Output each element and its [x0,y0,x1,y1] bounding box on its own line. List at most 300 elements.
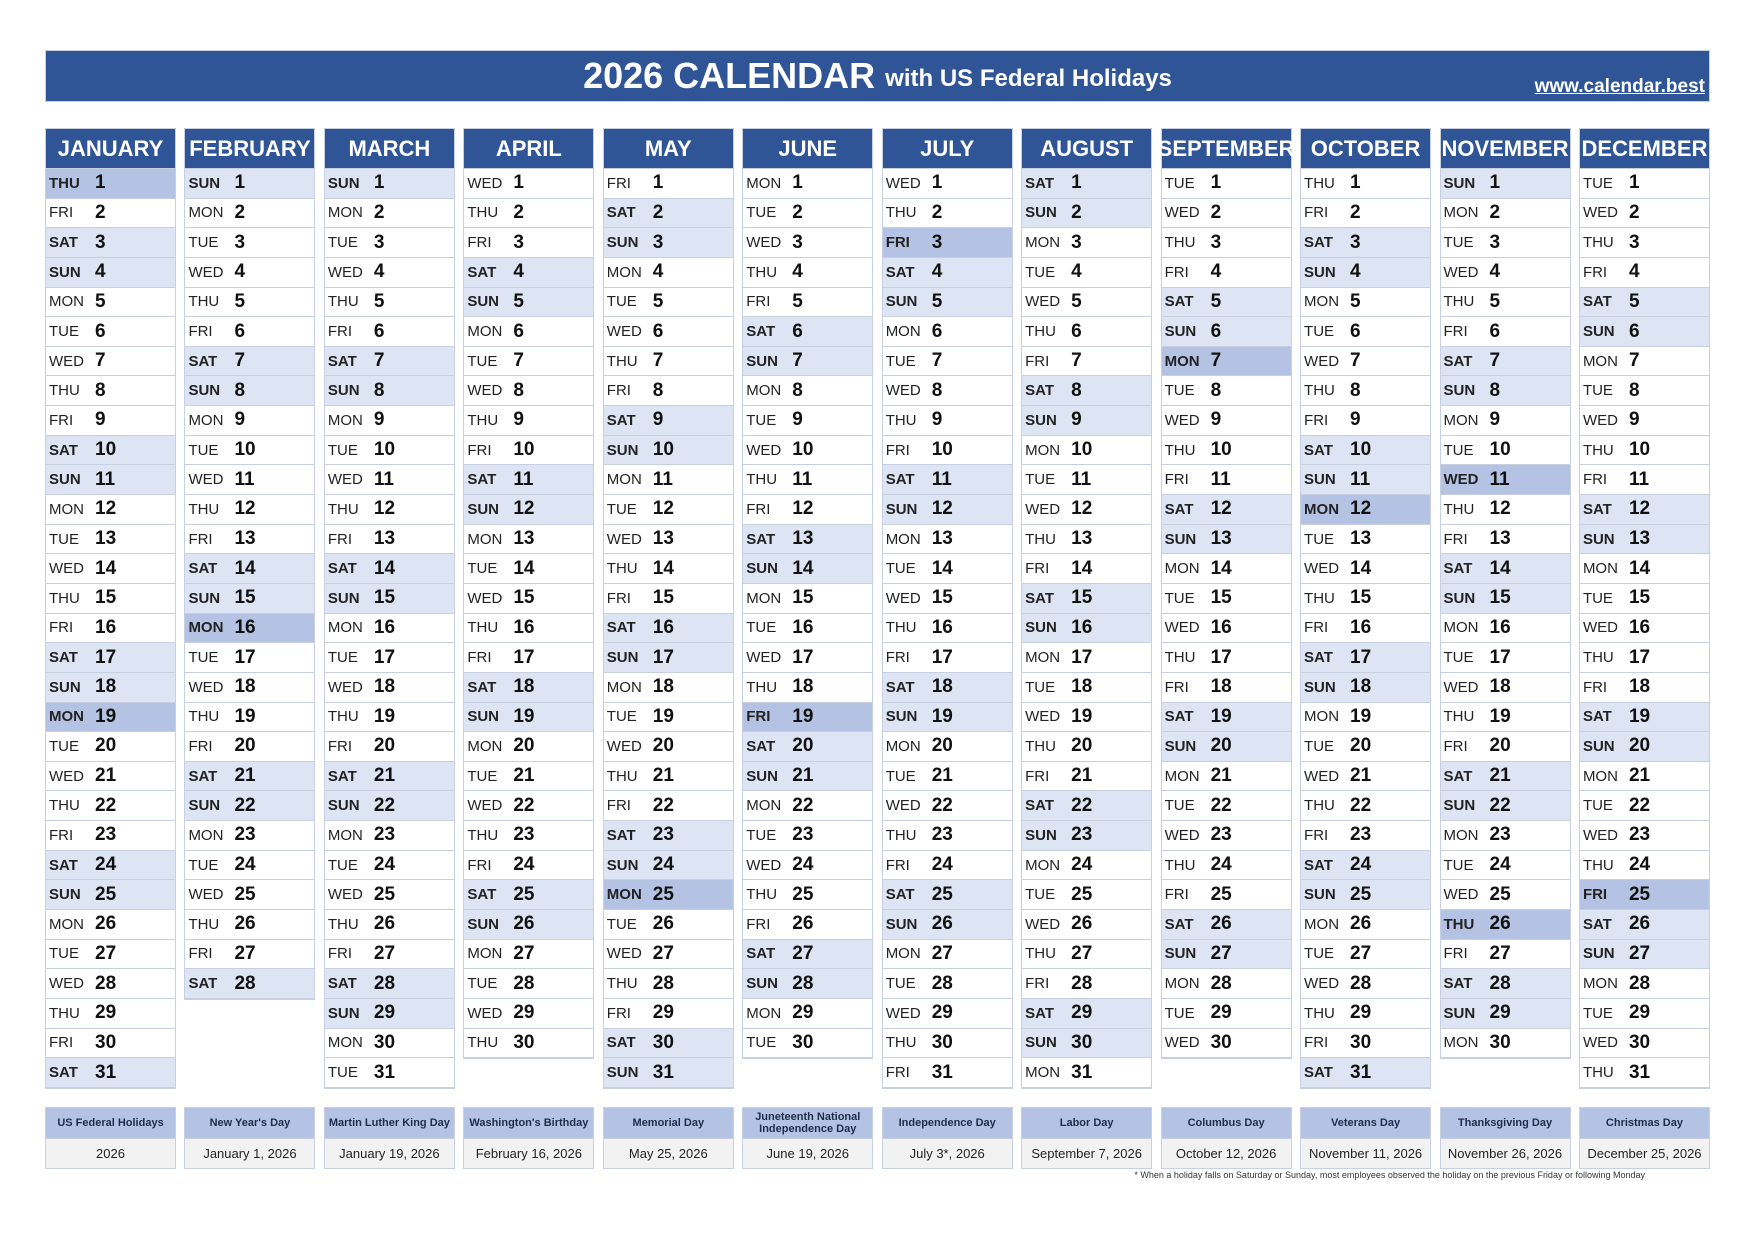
day-cell[interactable] [1162,643,1291,673]
day-cell[interactable] [1441,347,1570,377]
day-cell[interactable] [185,525,314,555]
day-cell[interactable] [464,969,593,999]
day-cell[interactable] [325,940,454,970]
day-cell[interactable] [46,762,175,792]
day-cell[interactable] [743,732,872,762]
day-cell[interactable] [1022,614,1151,644]
day-cell[interactable] [604,554,733,584]
day-cell[interactable] [46,821,175,851]
day-cell[interactable] [185,910,314,940]
day-cell[interactable] [1162,347,1291,377]
day-cell[interactable] [1162,999,1291,1029]
day-cell[interactable] [1022,525,1151,555]
day-cell[interactable] [464,643,593,673]
day-cell[interactable] [604,584,733,614]
day-cell[interactable] [604,999,733,1029]
day-cell[interactable] [1022,554,1151,584]
day-cell[interactable] [1441,406,1570,436]
day-cell[interactable] [464,525,593,555]
day-cell[interactable] [1301,525,1430,555]
day-cell[interactable] [1301,554,1430,584]
day-cell[interactable] [1301,643,1430,673]
day-cell[interactable] [1580,703,1709,733]
day-cell[interactable] [1301,495,1430,525]
day-cell[interactable] [743,228,872,258]
day-cell[interactable] [604,673,733,703]
day-cell[interactable] [1162,821,1291,851]
day-cell[interactable] [604,347,733,377]
day-cell[interactable] [1162,762,1291,792]
day-cell[interactable] [883,762,1012,792]
day-cell[interactable] [1441,1029,1570,1059]
day-cell[interactable] [185,347,314,377]
day-cell[interactable] [883,1029,1012,1059]
day-cell[interactable] [883,376,1012,406]
day-cell[interactable] [1301,1058,1430,1088]
day-cell[interactable] [1441,199,1570,229]
day-cell[interactable] [1580,554,1709,584]
day-cell[interactable] [1301,1029,1430,1059]
day-cell[interactable] [1580,614,1709,644]
day-cell[interactable] [604,376,733,406]
day-cell[interactable] [1580,525,1709,555]
day-cell[interactable] [1441,910,1570,940]
day-cell[interactable] [1022,969,1151,999]
day-cell[interactable] [46,673,175,703]
day-cell[interactable] [464,940,593,970]
day-cell[interactable] [46,851,175,881]
day-cell[interactable] [464,614,593,644]
day-cell[interactable] [883,673,1012,703]
day-cell[interactable] [1022,762,1151,792]
day-cell[interactable] [464,228,593,258]
day-cell[interactable] [464,376,593,406]
day-cell[interactable] [743,317,872,347]
day-cell[interactable] [743,614,872,644]
day-cell[interactable] [1441,525,1570,555]
day-cell[interactable] [743,347,872,377]
day-cell[interactable] [604,643,733,673]
day-cell[interactable] [1580,940,1709,970]
day-cell[interactable] [325,495,454,525]
day-cell[interactable] [1022,851,1151,881]
day-cell[interactable] [883,228,1012,258]
day-cell[interactable] [185,614,314,644]
day-cell[interactable] [1022,347,1151,377]
day-cell[interactable] [1301,199,1430,229]
day-cell[interactable] [743,406,872,436]
day-cell[interactable] [883,999,1012,1029]
day-cell[interactable] [185,969,314,999]
day-cell[interactable] [1162,436,1291,466]
day-cell[interactable] [1441,821,1570,851]
day-cell[interactable] [1301,940,1430,970]
day-cell[interactable] [325,910,454,940]
day-cell[interactable] [1162,495,1291,525]
day-cell[interactable] [1162,465,1291,495]
day-cell[interactable] [1301,791,1430,821]
day-cell[interactable] [1441,703,1570,733]
day-cell[interactable] [185,465,314,495]
day-cell[interactable] [743,969,872,999]
day-cell[interactable] [883,851,1012,881]
day-cell[interactable] [1022,643,1151,673]
day-cell[interactable] [325,347,454,377]
day-cell[interactable] [1441,851,1570,881]
day-cell[interactable] [743,376,872,406]
day-cell[interactable] [46,732,175,762]
day-cell[interactable] [604,1029,733,1059]
day-cell[interactable] [185,169,314,199]
site-link[interactable]: www.calendar.best [1534,76,1705,97]
day-cell[interactable] [325,525,454,555]
day-cell[interactable] [464,880,593,910]
day-cell[interactable] [1580,673,1709,703]
day-cell[interactable] [1022,673,1151,703]
day-cell[interactable] [1580,169,1709,199]
day-cell[interactable] [1580,821,1709,851]
day-cell[interactable] [464,169,593,199]
day-cell[interactable] [604,495,733,525]
day-cell[interactable] [604,910,733,940]
day-cell[interactable] [1441,554,1570,584]
day-cell[interactable] [1301,821,1430,851]
day-cell[interactable] [604,940,733,970]
day-cell[interactable] [1022,169,1151,199]
day-cell[interactable] [743,169,872,199]
day-cell[interactable] [464,762,593,792]
day-cell[interactable] [1580,228,1709,258]
day-cell[interactable] [743,643,872,673]
day-cell[interactable] [883,288,1012,318]
day-cell[interactable] [1022,436,1151,466]
day-cell[interactable] [1162,406,1291,436]
day-cell[interactable] [46,228,175,258]
day-cell[interactable] [325,999,454,1029]
day-cell[interactable] [464,465,593,495]
day-cell[interactable] [325,614,454,644]
day-cell[interactable] [883,910,1012,940]
day-cell[interactable] [743,465,872,495]
day-cell[interactable] [1162,199,1291,229]
day-cell[interactable] [604,525,733,555]
day-cell[interactable] [1301,673,1430,703]
day-cell[interactable] [1580,436,1709,466]
day-cell[interactable] [1580,317,1709,347]
day-cell[interactable] [883,317,1012,347]
day-cell[interactable] [46,288,175,318]
day-cell[interactable] [325,673,454,703]
day-cell[interactable] [1441,880,1570,910]
day-cell[interactable] [743,288,872,318]
day-cell[interactable] [1580,643,1709,673]
day-cell[interactable] [1301,880,1430,910]
day-cell[interactable] [464,347,593,377]
day-cell[interactable] [46,910,175,940]
day-cell[interactable] [325,703,454,733]
day-cell[interactable] [464,584,593,614]
day-cell[interactable] [1441,614,1570,644]
day-cell[interactable] [1441,258,1570,288]
day-cell[interactable] [1162,288,1291,318]
day-cell[interactable] [464,732,593,762]
day-cell[interactable] [883,465,1012,495]
day-cell[interactable] [1162,554,1291,584]
day-cell[interactable] [1301,614,1430,644]
day-cell[interactable] [464,317,593,347]
day-cell[interactable] [1162,258,1291,288]
day-cell[interactable] [604,614,733,644]
day-cell[interactable] [743,762,872,792]
day-cell[interactable] [743,880,872,910]
day-cell[interactable] [185,732,314,762]
day-cell[interactable] [1022,732,1151,762]
day-cell[interactable] [185,317,314,347]
day-cell[interactable] [1022,910,1151,940]
day-cell[interactable] [464,851,593,881]
day-cell[interactable] [325,465,454,495]
day-cell[interactable] [46,1058,175,1088]
day-cell[interactable] [1162,732,1291,762]
day-cell[interactable] [325,584,454,614]
day-cell[interactable] [46,969,175,999]
day-cell[interactable] [743,940,872,970]
day-cell[interactable] [325,762,454,792]
day-cell[interactable] [604,732,733,762]
day-cell[interactable] [604,821,733,851]
day-cell[interactable] [883,614,1012,644]
day-cell[interactable] [883,525,1012,555]
day-cell[interactable] [325,1058,454,1088]
day-cell[interactable] [1441,969,1570,999]
day-cell[interactable] [1022,228,1151,258]
day-cell[interactable] [1580,347,1709,377]
day-cell[interactable] [1022,258,1151,288]
day-cell[interactable] [883,258,1012,288]
day-cell[interactable] [46,436,175,466]
day-cell[interactable] [883,880,1012,910]
day-cell[interactable] [743,673,872,703]
day-cell[interactable] [325,732,454,762]
day-cell[interactable] [46,999,175,1029]
day-cell[interactable] [46,940,175,970]
day-cell[interactable] [1580,584,1709,614]
day-cell[interactable] [464,199,593,229]
day-cell[interactable] [1580,376,1709,406]
day-cell[interactable] [1441,584,1570,614]
day-cell[interactable] [1441,999,1570,1029]
day-cell[interactable] [185,228,314,258]
day-cell[interactable] [1022,703,1151,733]
day-cell[interactable] [1580,1029,1709,1059]
day-cell[interactable] [1441,288,1570,318]
day-cell[interactable] [604,762,733,792]
day-cell[interactable] [604,258,733,288]
day-cell[interactable] [1301,584,1430,614]
day-cell[interactable] [46,199,175,229]
day-cell[interactable] [604,880,733,910]
day-cell[interactable] [1580,851,1709,881]
day-cell[interactable] [883,1058,1012,1088]
day-cell[interactable] [464,821,593,851]
day-cell[interactable] [743,199,872,229]
day-cell[interactable] [464,703,593,733]
day-cell[interactable] [46,169,175,199]
day-cell[interactable] [743,584,872,614]
day-cell[interactable] [185,940,314,970]
day-cell[interactable] [185,495,314,525]
day-cell[interactable] [604,791,733,821]
day-cell[interactable] [46,317,175,347]
day-cell[interactable] [604,1058,733,1088]
day-cell[interactable] [464,791,593,821]
day-cell[interactable] [1441,495,1570,525]
day-cell[interactable] [464,495,593,525]
day-cell[interactable] [1162,910,1291,940]
day-cell[interactable] [464,288,593,318]
day-cell[interactable] [185,554,314,584]
day-cell[interactable] [325,406,454,436]
day-cell[interactable] [1162,169,1291,199]
day-cell[interactable] [46,1029,175,1059]
day-cell[interactable] [1580,880,1709,910]
day-cell[interactable] [1162,376,1291,406]
day-cell[interactable] [464,1029,593,1059]
day-cell[interactable] [604,851,733,881]
day-cell[interactable] [604,465,733,495]
day-cell[interactable] [1022,940,1151,970]
day-cell[interactable] [743,495,872,525]
day-cell[interactable] [1022,199,1151,229]
day-cell[interactable] [464,406,593,436]
day-cell[interactable] [1441,643,1570,673]
day-cell[interactable] [1301,465,1430,495]
day-cell[interactable] [1580,910,1709,940]
day-cell[interactable] [1301,288,1430,318]
day-cell[interactable] [46,525,175,555]
day-cell[interactable] [46,258,175,288]
day-cell[interactable] [325,258,454,288]
day-cell[interactable] [1580,969,1709,999]
day-cell[interactable] [1301,169,1430,199]
day-cell[interactable] [743,999,872,1029]
day-cell[interactable] [46,376,175,406]
day-cell[interactable] [604,406,733,436]
day-cell[interactable] [325,317,454,347]
day-cell[interactable] [883,969,1012,999]
day-cell[interactable] [325,288,454,318]
day-cell[interactable] [1301,703,1430,733]
day-cell[interactable] [1441,228,1570,258]
day-cell[interactable] [1022,999,1151,1029]
day-cell[interactable] [604,199,733,229]
day-cell[interactable] [1441,732,1570,762]
day-cell[interactable] [604,703,733,733]
day-cell[interactable] [743,258,872,288]
day-cell[interactable] [46,791,175,821]
day-cell[interactable] [883,821,1012,851]
day-cell[interactable] [464,554,593,584]
day-cell[interactable] [604,969,733,999]
day-cell[interactable] [1580,258,1709,288]
day-cell[interactable] [325,851,454,881]
day-cell[interactable] [185,851,314,881]
day-cell[interactable] [1301,762,1430,792]
day-cell[interactable] [325,791,454,821]
day-cell[interactable] [743,436,872,466]
day-cell[interactable] [325,376,454,406]
day-cell[interactable] [1162,525,1291,555]
day-cell[interactable] [185,762,314,792]
day-cell[interactable] [325,821,454,851]
day-cell[interactable] [464,436,593,466]
day-cell[interactable] [883,347,1012,377]
day-cell[interactable] [46,495,175,525]
day-cell[interactable] [1162,703,1291,733]
day-cell[interactable] [883,703,1012,733]
day-cell[interactable] [325,228,454,258]
day-cell[interactable] [1441,169,1570,199]
day-cell[interactable] [1022,1029,1151,1059]
day-cell[interactable] [185,791,314,821]
day-cell[interactable] [1022,376,1151,406]
day-cell[interactable] [1441,791,1570,821]
day-cell[interactable] [1022,584,1151,614]
day-cell[interactable] [1580,199,1709,229]
day-cell[interactable] [1441,940,1570,970]
day-cell[interactable] [1022,821,1151,851]
day-cell[interactable] [1162,673,1291,703]
day-cell[interactable] [1162,851,1291,881]
day-cell[interactable] [1301,406,1430,436]
day-cell[interactable] [1441,465,1570,495]
day-cell[interactable] [46,643,175,673]
day-cell[interactable] [883,791,1012,821]
day-cell[interactable] [743,525,872,555]
day-cell[interactable] [325,554,454,584]
day-cell[interactable] [883,940,1012,970]
day-cell[interactable] [604,436,733,466]
day-cell[interactable] [883,436,1012,466]
day-cell[interactable] [743,1029,872,1059]
day-cell[interactable] [743,554,872,584]
day-cell[interactable] [46,406,175,436]
day-cell[interactable] [46,880,175,910]
day-cell[interactable] [1301,376,1430,406]
day-cell[interactable] [185,376,314,406]
day-cell[interactable] [325,880,454,910]
day-cell[interactable] [1441,317,1570,347]
day-cell[interactable] [1301,436,1430,466]
day-cell[interactable] [1162,940,1291,970]
day-cell[interactable] [1580,732,1709,762]
day-cell[interactable] [1022,317,1151,347]
day-cell[interactable] [604,288,733,318]
day-cell[interactable] [1162,880,1291,910]
day-cell[interactable] [46,465,175,495]
day-cell[interactable] [1162,317,1291,347]
day-cell[interactable] [1301,732,1430,762]
day-cell[interactable] [185,288,314,318]
day-cell[interactable] [1162,584,1291,614]
day-cell[interactable] [743,791,872,821]
day-cell[interactable] [604,228,733,258]
day-cell[interactable] [185,880,314,910]
day-cell[interactable] [185,406,314,436]
day-cell[interactable] [883,169,1012,199]
day-cell[interactable] [1580,495,1709,525]
day-cell[interactable] [185,703,314,733]
